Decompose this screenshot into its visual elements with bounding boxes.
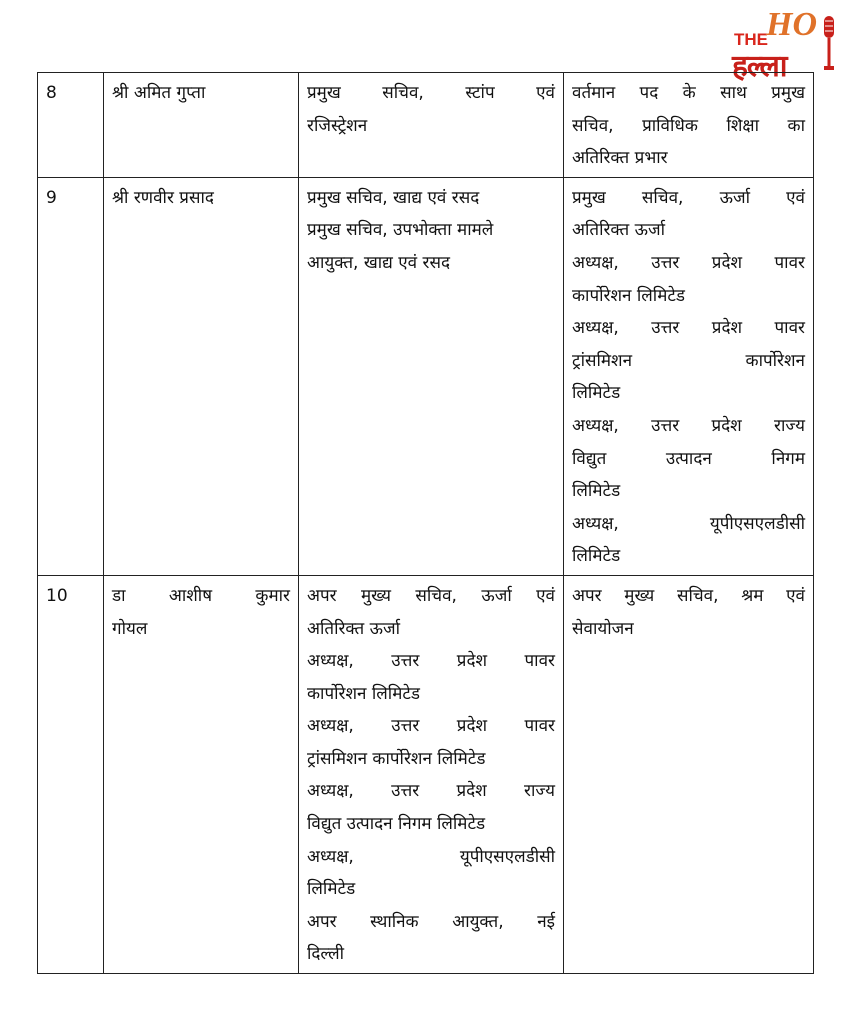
current-post-line: अध्यक्ष, उत्तर प्रदेश पावर [307, 716, 555, 737]
new-post-cell [564, 575, 814, 973]
new-post-line: अध्यक्ष, उत्तर प्रदेश पावर [572, 318, 805, 339]
officer-name-cell [104, 73, 299, 178]
current-post-line: अतिरिक्त ऊर्जा [307, 618, 401, 639]
current-post-line: प्रमुख सचिव, खाद्य एवं रसद [307, 187, 480, 208]
current-post-line: ट्रांसमिशन कार्पोरेशन लिमिटेड [307, 748, 486, 769]
current-post-line: प्रमुख सचिव, स्टांप एवं [307, 83, 555, 103]
current-post-line: अपर स्थानिक आयुक्त, नई [307, 911, 555, 932]
new-post-line: ट्रांसमिशन कार्पोरेशन [572, 350, 805, 371]
current-post-cell [299, 73, 564, 178]
logo-halla-text: हल्ला [732, 49, 787, 84]
new-post-line: लिमिटेड [572, 383, 621, 404]
current-post-line: दिल्ली [307, 944, 345, 965]
officer-name-line: डा आशीष कुमार [112, 585, 290, 606]
officer-name-line: श्री अमित गुप्ता [112, 83, 206, 103]
new-post-line: सचिव, प्राविधिक शिक्षा का [572, 115, 805, 136]
current-post-line: प्रमुख सचिव, उपभोक्ता मामले [307, 220, 494, 241]
transfer-orders-table [37, 72, 814, 974]
current-post-cell [299, 177, 564, 575]
officer-name-line: श्री रणवीर प्रसाद [112, 187, 214, 208]
officer-name-line: गोयल [112, 618, 148, 639]
table-row [38, 575, 814, 973]
new-post-line: वर्तमान पद के साथ प्रमुख [572, 83, 805, 103]
new-post-cell [564, 177, 814, 575]
new-post-line: प्रमुख सचिव, ऊर्जा एवं [572, 187, 805, 208]
new-post-line: सेवायोजन [572, 618, 634, 639]
new-post-line: लिमिटेड [572, 546, 621, 567]
current-post-cell [299, 575, 564, 973]
microphone-icon [822, 16, 836, 72]
current-post-line: रजिस्ट्रेशन [307, 115, 368, 136]
current-post-line: कार्पोरेशन लिमिटेड [307, 683, 421, 704]
current-post-line: अध्यक्ष, उत्तर प्रदेश पावर [307, 651, 555, 672]
new-post-line: अध्यक्ष, उत्तर प्रदेश पावर [572, 252, 805, 273]
new-post-line: अध्यक्ष, उत्तर प्रदेश राज्य [572, 415, 805, 436]
current-post-line: अध्यक्ष, यूपीएसएलडीसी [307, 846, 555, 867]
table-row [38, 177, 814, 575]
current-post-line: विद्युत उत्पादन निगम लिमिटेड [307, 814, 486, 835]
current-post-line: अपर मुख्य सचिव, ऊर्जा एवं [307, 585, 555, 606]
serial-number-cell: 10 [38, 575, 104, 973]
table-row [38, 73, 814, 178]
current-post-line: अध्यक्ष, उत्तर प्रदेश राज्य [307, 781, 555, 802]
logo-ho-text: HO [766, 6, 817, 43]
officer-name-cell [104, 177, 299, 575]
new-post-line: अध्यक्ष, यूपीएसएलडीसी [572, 513, 805, 534]
current-post-line: लिमिटेड [307, 879, 356, 900]
new-post-line: विद्युत उत्पादन निगम [572, 448, 805, 469]
serial-number-cell: 8 [38, 73, 104, 178]
new-post-line: लिमिटेड [572, 481, 621, 502]
new-post-line: कार्पोरेशन लिमिटेड [572, 285, 686, 306]
officer-name-cell [104, 575, 299, 973]
new-post-line: अपर मुख्य सचिव, श्रम एवं [572, 585, 805, 606]
new-post-line: अतिरिक्त ऊर्जा [572, 220, 666, 241]
current-post-line: आयुक्त, खाद्य एवं रसद [307, 252, 450, 273]
logo-the-text: THE [734, 30, 768, 49]
new-post-cell [564, 73, 814, 178]
new-post-line: अतिरिक्त प्रभार [572, 148, 668, 169]
serial-number-cell: 9 [38, 177, 104, 575]
